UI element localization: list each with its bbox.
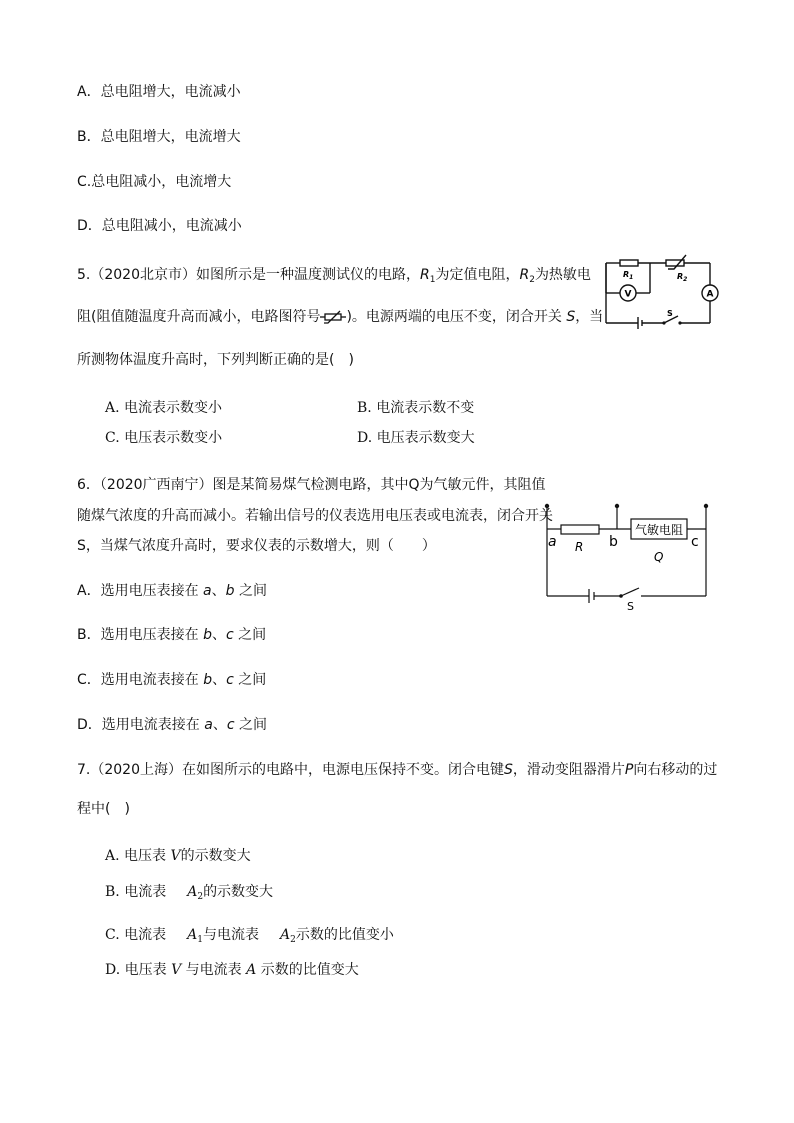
resistor-r-icon (561, 525, 599, 534)
q7-option-b: B. 电流表 $A_2$的示数变大 (105, 884, 274, 902)
q5-circuit-diagram (604, 255, 716, 327)
q5-option-c: C. 电压表示数变小 (105, 430, 223, 446)
q4-option-c: C.总电阻减小，电流增大 (77, 174, 232, 190)
svg-text:S: S (667, 309, 673, 318)
q5-stem-line3: 所测物体温度升高时，下列判断正确的是( ) (77, 352, 354, 368)
svg-text:b: b (609, 534, 618, 550)
svg-text:a: a (548, 534, 557, 550)
q5-option-d: D. 电压表示数变大 (357, 430, 475, 446)
svg-text:R1: $R_1$ (623, 270, 634, 281)
svg-text:c: c (691, 534, 699, 550)
svg-text:A: A (706, 289, 714, 300)
q5-stem-line1: 5.（2020北京市）如图所示是一种温度测试仪的电路，$R_1$为定值电阻，$R_2$为热敏电 (77, 267, 591, 285)
q7-option-a: A. 电压表 V的示数变大 (105, 848, 251, 864)
svg-text:V: V (624, 289, 632, 300)
svg-text:R: R (575, 540, 584, 554)
q6-option-c: C．选用电流表接在 b、c 之间 (77, 672, 267, 688)
q5-option-b: B. 电流表示数不变 (357, 400, 475, 416)
q4-option-a: A．总电阻增大，电流减小 (77, 84, 241, 100)
q5-stem-line2: 阻(阻值随温度升高而减小，电路图符号 )。电源两端的电压不变，闭合开关 S，当 (77, 309, 604, 325)
r1-resistor-icon (620, 260, 638, 266)
q4-option-b: B．总电阻增大，电流增大 (77, 129, 241, 145)
q4-option-d: D．总电阻减小，电流减小 (77, 218, 242, 234)
q6-stem-line1: 6．（2020广西南宁）图是某简易煤气检测电路，其中Q为气敏元件，其阻值 (77, 477, 546, 493)
q5-option-a: A. 电流表示数变小 (105, 400, 223, 416)
q6-stem-line2: 随煤气浓度的升高而减小。若输出信号的仪表选用电压表或电流表，闭合开关 (77, 508, 553, 524)
q7-stem-line2: 程中( ) (77, 801, 130, 817)
svg-text:Q: Q (654, 550, 664, 564)
thermistor-symbol-icon (320, 310, 346, 324)
q6-stem-line3: S，当煤气浓度升高时，要求仪表的示数增大，则（ ） (77, 538, 436, 554)
q6-circuit-diagram (543, 503, 713, 613)
q7-stem-line1: 7.（2020上海）在如图所示的电路中，电源电压保持不变。闭合电键S，滑动变阻器滑片P向右移动的过 (77, 762, 718, 778)
svg-text:R2: $R_2$ (677, 272, 688, 283)
q6-option-a: A．选用电压表接在 a、b 之间 (77, 583, 267, 599)
q7-option-c: C. 电流表 $A_1$与电流表 $A_2$示数的比值变小 (105, 927, 394, 945)
q6-option-d: D．选用电流表接在 a、c 之间 (77, 717, 267, 733)
svg-text:气敏电阻: 气敏电阻 (634, 523, 684, 537)
q7-option-d: D. 电压表 V 与电流表 A 示数的比值变大 (105, 962, 359, 978)
switch-s-icon (621, 588, 639, 596)
q6-option-b: B．选用电压表接在 b、c 之间 (77, 627, 267, 643)
svg-text:S: S (627, 600, 634, 613)
